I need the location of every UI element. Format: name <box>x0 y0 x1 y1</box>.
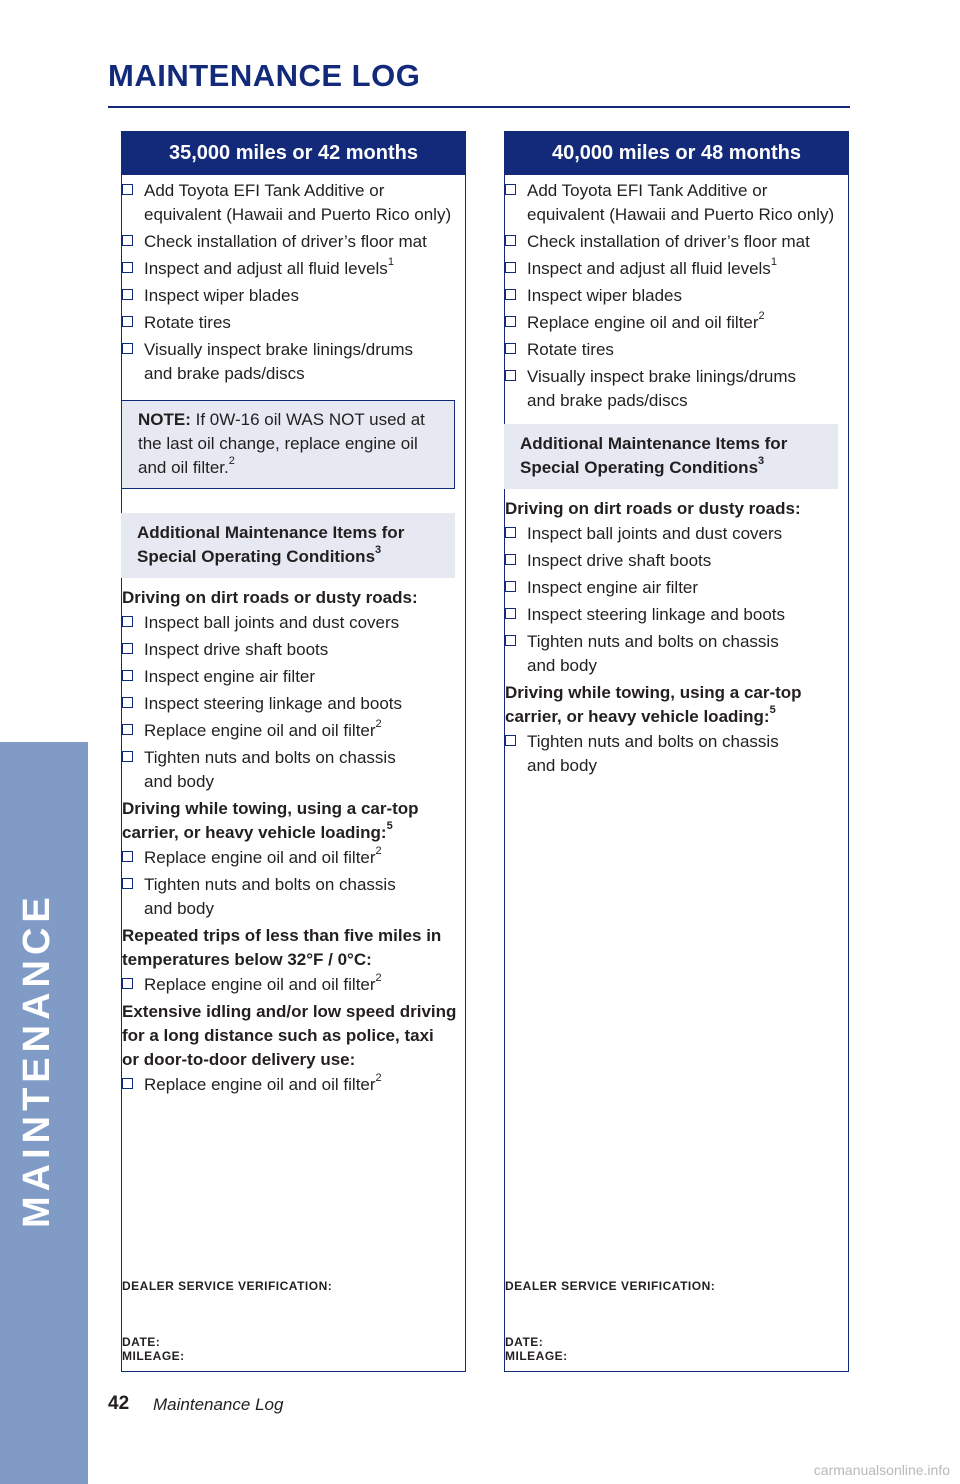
condition-checklist <box>122 611 465 794</box>
checkbox-icon[interactable] <box>122 878 133 889</box>
item-text: Inspect wiper blades <box>144 286 299 305</box>
checklist-item <box>122 338 465 386</box>
footnote-ref: 2 <box>375 718 382 731</box>
footnote-ref: 5 <box>769 704 776 717</box>
checklist-item <box>122 638 465 662</box>
item-text: Tighten nuts and bolts on chassis <box>527 732 779 751</box>
item-text: Inspect and adjust all fluid levels <box>527 259 771 278</box>
checklist-item <box>122 179 465 227</box>
mileage-label: MILEAGE: <box>122 1349 185 1363</box>
service-card-35000 <box>121 131 466 1372</box>
item-text: Add Toyota EFI Tank Additive or <box>144 181 385 200</box>
condition-checklist <box>505 522 848 678</box>
verification-block <box>505 1279 848 1363</box>
condition-heading <box>122 586 465 610</box>
checkbox-icon[interactable] <box>505 581 516 592</box>
checklist-item <box>122 230 465 254</box>
condition-checklist <box>122 973 465 997</box>
item-text: Check installation of driver’s floor mat <box>144 232 427 251</box>
note-footnote: 2 <box>228 455 235 468</box>
item-text: Tighten nuts and bolts on chassis <box>527 632 779 651</box>
page-number: 42 <box>108 1393 130 1414</box>
checklist <box>505 179 848 413</box>
item-text: Inspect steering linkage and boots <box>527 605 786 624</box>
checklist-item <box>505 338 848 362</box>
checkbox-icon[interactable] <box>505 554 516 565</box>
condition-sections <box>505 497 848 778</box>
item-text: Inspect ball joints and dust covers <box>527 524 783 543</box>
checklist <box>122 179 465 386</box>
footnote-ref: 2 <box>375 972 382 985</box>
note-line2: the last oil change, replace engine oil <box>138 434 418 453</box>
item-text: Inspect drive shaft boots <box>527 551 712 570</box>
footnote-ref: 1 <box>770 256 777 269</box>
condition-heading-line: Driving on dirt roads or dusty roads: <box>122 588 418 607</box>
additional-footnote: 3 <box>758 455 765 468</box>
additional-line2: Special Operating Conditions <box>137 547 376 566</box>
item-text: Tighten nuts and bolts on chassis <box>144 748 396 767</box>
condition-heading-line: carrier, or heavy vehicle loading: <box>505 707 770 726</box>
checklist-item <box>505 179 848 227</box>
condition-heading <box>122 797 465 845</box>
condition-heading-line: Driving while towing, using a car-top <box>505 683 802 702</box>
item-text: Check installation of driver’s floor mat <box>527 232 810 251</box>
condition-heading-line: Driving on dirt roads or dusty roads: <box>505 499 801 518</box>
checklist-item <box>505 549 848 573</box>
checklist-item <box>505 630 848 678</box>
checkbox-icon[interactable] <box>505 184 516 195</box>
checkbox-icon[interactable] <box>122 643 133 654</box>
title-divider <box>108 106 850 108</box>
note-label: NOTE: <box>138 410 191 429</box>
checklist-item <box>505 230 848 254</box>
item-text: Visually inspect brake linings/drums <box>144 340 413 359</box>
checkbox-icon[interactable] <box>122 978 133 989</box>
card-header: 35,000 miles or 42 months <box>122 132 465 175</box>
condition-heading-line: temperatures below 32°F / 0°C: <box>122 950 372 969</box>
checkbox-icon[interactable] <box>122 262 133 273</box>
condition-checklist <box>505 730 848 778</box>
condition-checklist <box>122 846 465 921</box>
additional-items-heading <box>121 513 455 578</box>
item-text: Inspect wiper blades <box>527 286 682 305</box>
side-tab-label: MAINTENANCE <box>16 892 58 1228</box>
checklist-item <box>122 746 465 794</box>
mileage-label: MILEAGE: <box>505 1349 568 1363</box>
card-body <box>122 175 465 1097</box>
checkbox-icon[interactable] <box>122 724 133 735</box>
footnote-ref: 5 <box>386 820 393 833</box>
verification-block <box>122 1279 465 1363</box>
item-text: Inspect engine air filter <box>144 667 316 686</box>
checkbox-icon[interactable] <box>505 635 516 646</box>
item-text-continued: equivalent (Hawaii and Puerto Rico only) <box>527 205 835 224</box>
checkbox-icon[interactable] <box>122 751 133 762</box>
checklist-item <box>122 692 465 716</box>
checkbox-icon[interactable] <box>122 343 133 354</box>
checkbox-icon[interactable] <box>505 735 516 746</box>
checklist-item <box>505 603 848 627</box>
item-text: Add Toyota EFI Tank Additive or <box>527 181 768 200</box>
item-text-continued: and body <box>527 756 597 775</box>
condition-heading-line: Repeated trips of less than five miles in <box>122 926 442 945</box>
item-text: Replace engine oil and oil filter <box>527 313 759 332</box>
additional-line2: Special Operating Conditions <box>520 458 759 477</box>
condition-checklist <box>122 1073 465 1097</box>
date-label: DATE: <box>505 1335 544 1349</box>
note-line3: and oil filter. <box>138 458 229 477</box>
dealer-verification-label: DEALER SERVICE VERIFICATION: <box>122 1279 333 1293</box>
condition-sections <box>122 586 465 1097</box>
dealer-verification-label: DEALER SERVICE VERIFICATION: <box>505 1279 716 1293</box>
item-text-continued: and brake pads/discs <box>144 364 305 383</box>
checklist-item <box>505 730 848 778</box>
item-text: Replace engine oil and oil filter <box>144 848 376 867</box>
checklist-item <box>122 311 465 335</box>
checklist-item <box>505 257 848 281</box>
service-card-40000 <box>504 131 849 1372</box>
checkbox-icon[interactable] <box>122 289 133 300</box>
condition-heading <box>505 497 848 521</box>
item-text-continued: and body <box>144 899 214 918</box>
item-text-continued: and body <box>527 656 597 675</box>
checkbox-icon[interactable] <box>505 343 516 354</box>
item-text-continued: equivalent (Hawaii and Puerto Rico only) <box>144 205 452 224</box>
checkbox-icon[interactable] <box>122 670 133 681</box>
checkbox-icon[interactable] <box>122 316 133 327</box>
oil-note <box>121 400 455 489</box>
footnote-ref: 2 <box>375 845 382 858</box>
footer-section-label: Maintenance Log <box>153 1395 284 1414</box>
footnote-ref: 2 <box>758 310 765 323</box>
checklist-item <box>122 284 465 308</box>
checklist-item <box>505 311 848 335</box>
item-text: Inspect engine air filter <box>527 578 699 597</box>
item-text: Inspect drive shaft boots <box>144 640 329 659</box>
checkbox-icon[interactable] <box>122 1078 133 1089</box>
checkbox-icon[interactable] <box>122 235 133 246</box>
condition-heading-line: for a long distance such as police, taxi <box>122 1026 434 1045</box>
checkbox-icon[interactable] <box>122 616 133 627</box>
condition-heading <box>122 1000 465 1072</box>
checkbox-icon[interactable] <box>505 262 516 273</box>
checklist-item <box>505 284 848 308</box>
note-line1: If 0W-16 oil WAS NOT used at <box>190 410 425 429</box>
card-header: 40,000 miles or 48 months <box>505 132 848 175</box>
date-label: DATE: <box>122 1335 161 1349</box>
item-text: Replace engine oil and oil filter <box>144 1075 376 1094</box>
additional-line1: Additional Maintenance Items for <box>520 434 788 453</box>
checklist-item <box>122 611 465 635</box>
additional-line1: Additional Maintenance Items for <box>137 523 405 542</box>
condition-heading-line: carrier, or heavy vehicle loading: <box>122 823 387 842</box>
condition-heading <box>505 681 848 729</box>
checkbox-icon[interactable] <box>505 316 516 327</box>
item-text-continued: and brake pads/discs <box>527 391 688 410</box>
condition-heading-line: or door-to-door delivery use: <box>122 1050 356 1069</box>
item-text: Rotate tires <box>144 313 231 332</box>
checklist-item <box>505 365 848 413</box>
item-text: Inspect and adjust all fluid levels <box>144 259 388 278</box>
item-text: Inspect ball joints and dust covers <box>144 613 400 632</box>
item-text: Visually inspect brake linings/drums <box>527 367 796 386</box>
checkbox-icon[interactable] <box>122 697 133 708</box>
footnote-ref: 2 <box>375 1072 382 1085</box>
checklist-item <box>505 576 848 600</box>
additional-items-heading <box>504 424 838 489</box>
checkbox-icon[interactable] <box>505 608 516 619</box>
checkbox-icon[interactable] <box>505 289 516 300</box>
checkbox-icon[interactable] <box>505 370 516 381</box>
checkbox-icon[interactable] <box>122 184 133 195</box>
condition-heading-line: Driving while towing, using a car-top <box>122 799 419 818</box>
checkbox-icon[interactable] <box>505 527 516 538</box>
item-text-continued: and body <box>144 772 214 791</box>
card-body <box>505 175 848 778</box>
checklist-item <box>122 257 465 281</box>
checklist-item <box>122 973 465 997</box>
checklist-item <box>505 522 848 546</box>
watermark: carmanualsonline.info <box>813 1462 950 1478</box>
item-text: Replace engine oil and oil filter <box>144 721 376 740</box>
checklist-item <box>122 719 465 743</box>
item-text: Tighten nuts and bolts on chassis <box>144 875 396 894</box>
additional-footnote: 3 <box>375 544 382 557</box>
footnote-ref: 1 <box>387 256 394 269</box>
item-text: Replace engine oil and oil filter <box>144 975 376 994</box>
page-title: MAINTENANCE LOG <box>108 58 421 93</box>
checkbox-icon[interactable] <box>505 235 516 246</box>
checklist-item <box>122 846 465 870</box>
item-text: Rotate tires <box>527 340 614 359</box>
checklist-item <box>122 665 465 689</box>
checklist-item <box>122 1073 465 1097</box>
checklist-item <box>122 873 465 921</box>
item-text: Inspect steering linkage and boots <box>144 694 403 713</box>
condition-heading-line: Extensive idling and/or low speed driving <box>122 1002 457 1021</box>
condition-heading <box>122 924 465 972</box>
checkbox-icon[interactable] <box>122 851 133 862</box>
